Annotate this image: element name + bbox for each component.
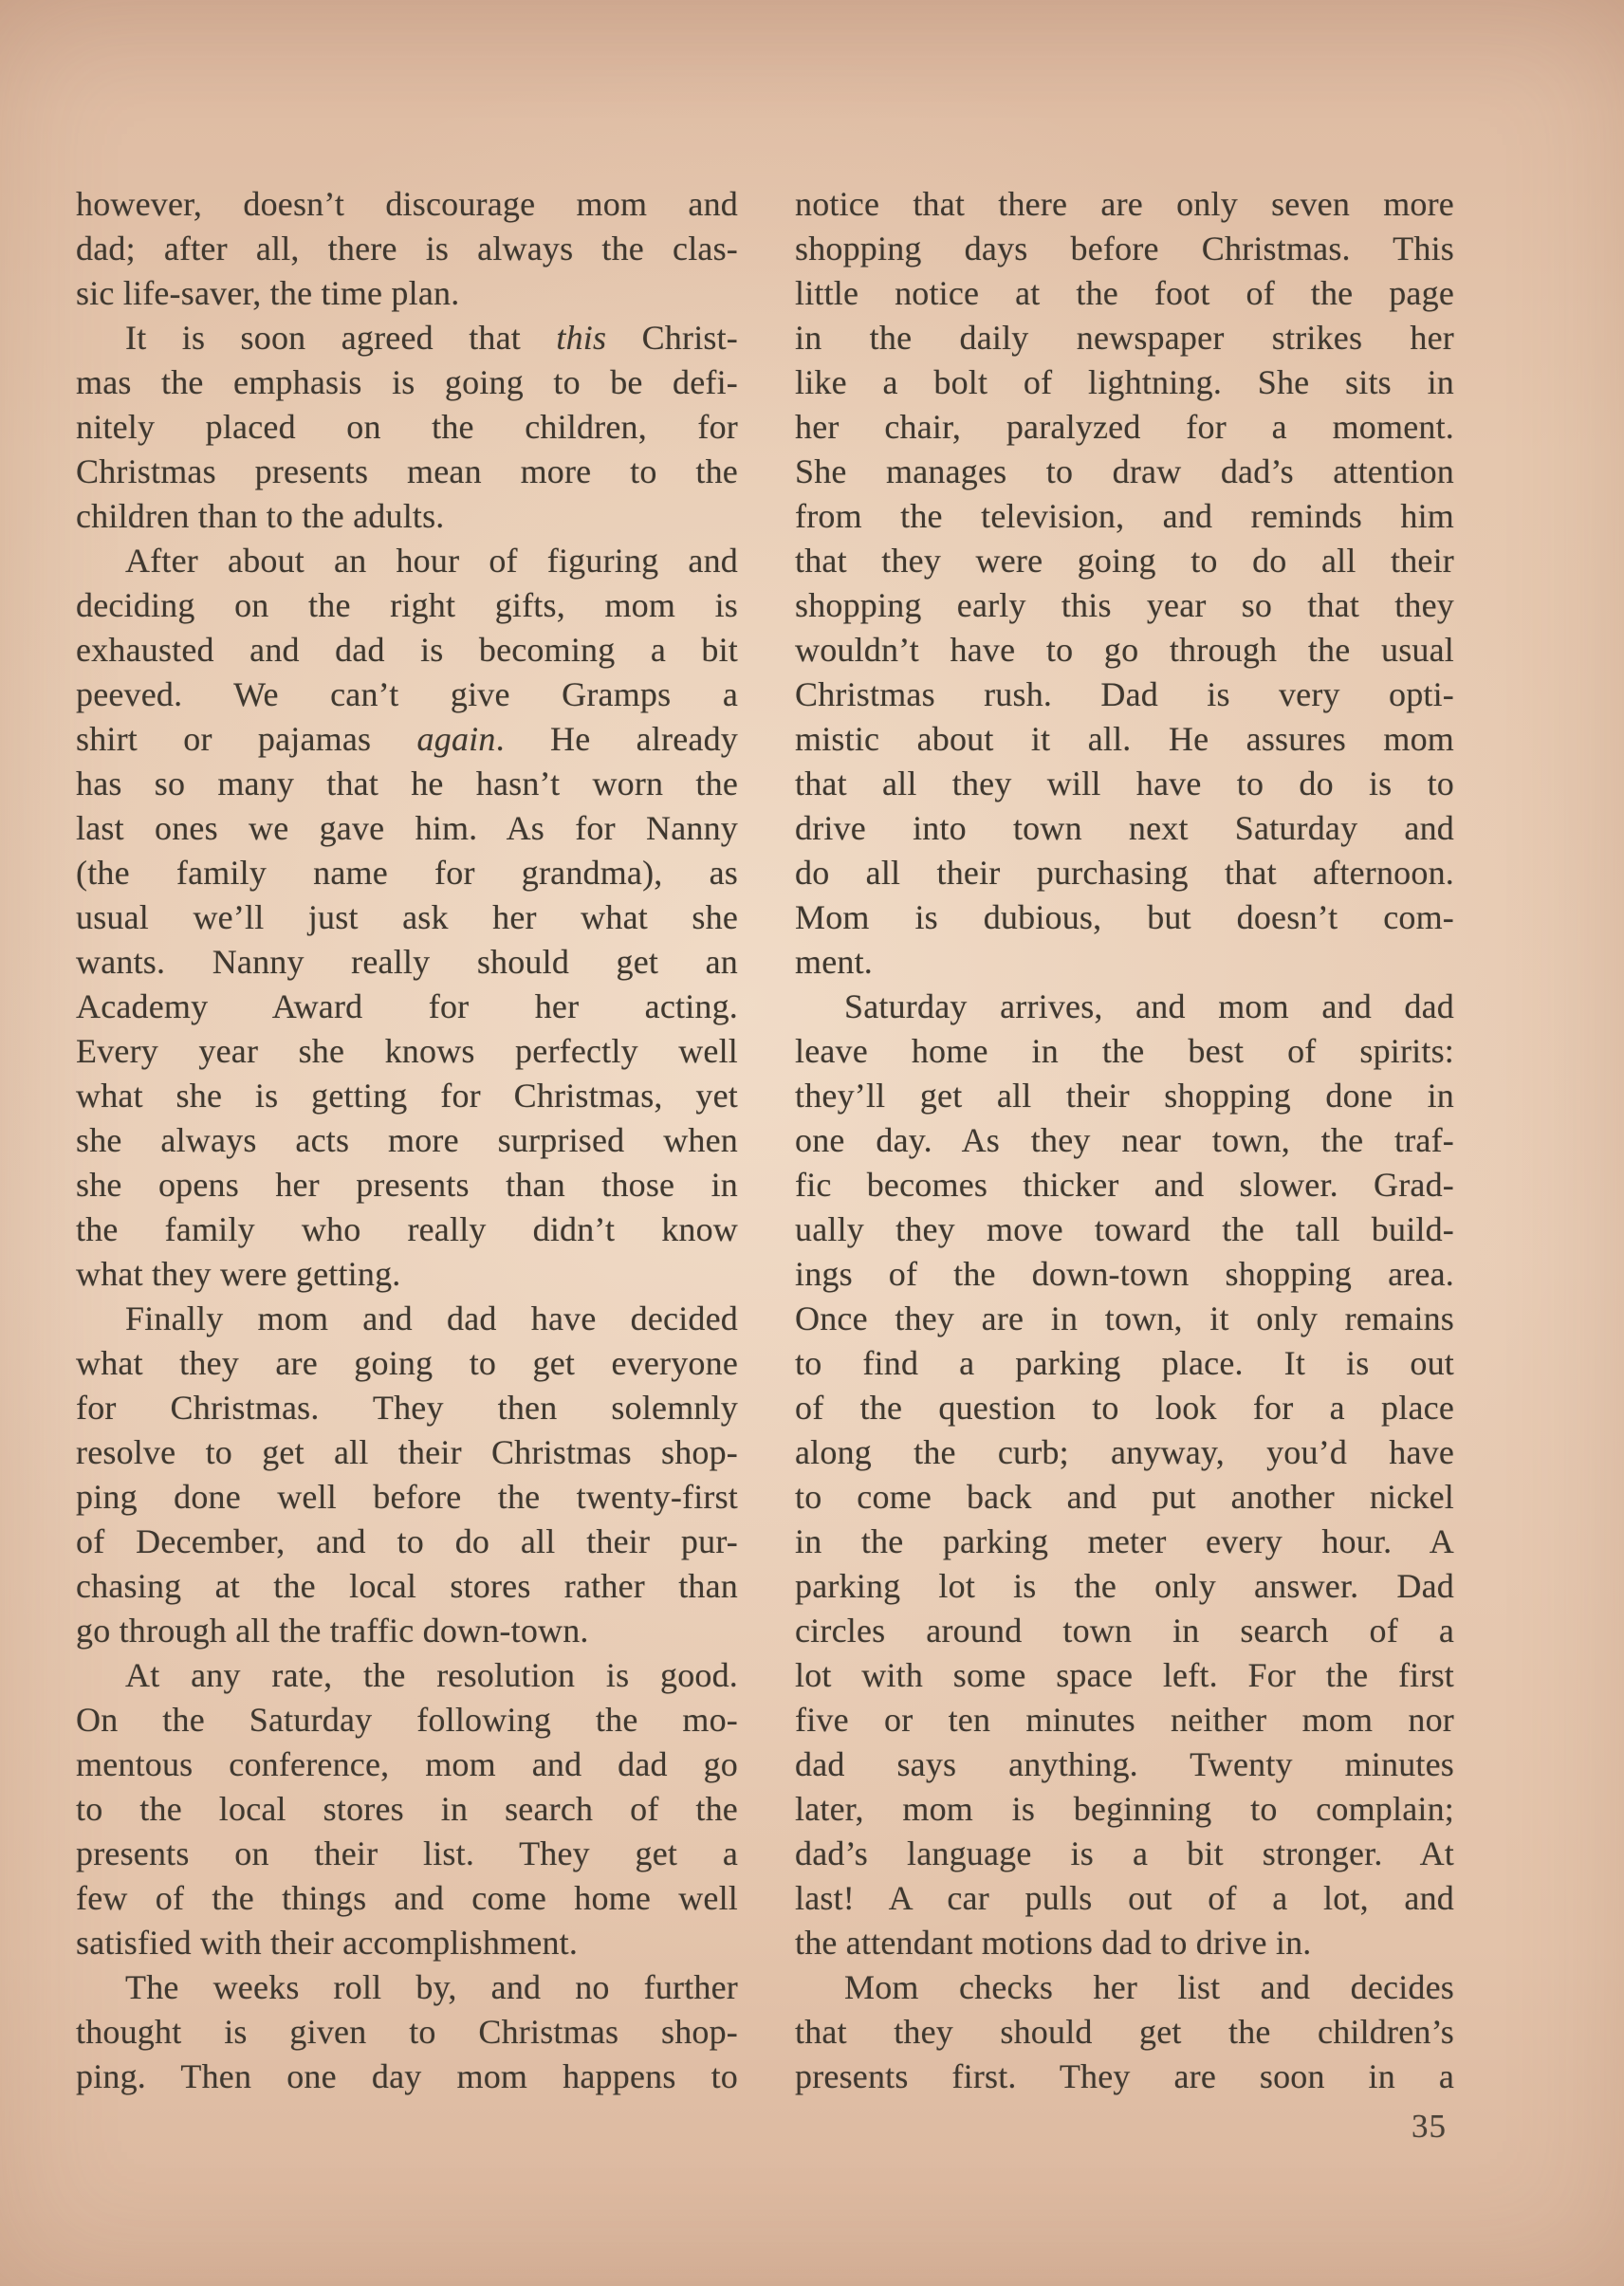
text-line: Mom checks her list and decides xyxy=(844,1968,1454,2006)
text-line: It is soon agreed that this Christ- xyxy=(125,319,738,357)
text-line: her chair, paralyzed for a moment. xyxy=(795,408,1454,446)
text-line: Academy Award for her acting. xyxy=(76,987,738,1025)
text-line: of the question to look for a place xyxy=(795,1389,1454,1427)
text-line: lot with some space left. For the first xyxy=(795,1656,1454,1694)
text-line: sic life-saver, the time plan. xyxy=(76,274,460,312)
text-line: to the local stores in search of the xyxy=(76,1790,738,1828)
text-line: she always acts more surprised when xyxy=(76,1121,738,1159)
italic-word: this xyxy=(556,319,607,357)
text-line: parking lot is the only answer. Dad xyxy=(795,1567,1454,1605)
text-line: The weeks roll by, and no further xyxy=(125,1968,738,2006)
text-line: satisfied with their accomplishment. xyxy=(76,1924,579,1962)
text-line: dad says anything. Twenty minutes xyxy=(795,1745,1454,1783)
text-line: like a bolt of lightning. She sits in xyxy=(795,363,1454,401)
text-line: the family who really didn’t know xyxy=(76,1210,738,1248)
text-line: shopping days before Christmas. This xyxy=(795,230,1454,267)
text-line: Once they are in town, it only remains xyxy=(795,1300,1454,1337)
text-line: later, mom is beginning to complain; xyxy=(795,1790,1454,1828)
text-line: Christmas presents mean more to the xyxy=(76,452,738,490)
text-line: drive into town next Saturday and xyxy=(795,809,1454,847)
text-line: ping done well before the twenty-first xyxy=(76,1478,738,1516)
page-number: 35 xyxy=(1412,2108,1447,2145)
text-line: wants. Nanny really should get an xyxy=(76,943,738,981)
text-line: that they should get the children’s xyxy=(795,2013,1454,2051)
text-line: they’ll get all their shopping done in xyxy=(795,1077,1454,1115)
text-line: five or ten minutes neither mom nor xyxy=(795,1701,1454,1739)
text-line: Saturday arrives, and mom and dad xyxy=(844,987,1454,1025)
text-line: Every year she knows perfectly well xyxy=(76,1032,738,1070)
text-line: usual we’ll just ask her what she xyxy=(76,898,738,936)
text-line: the attendant motions dad to drive in. xyxy=(795,1924,1312,1962)
text-line: ings of the down-town shopping area. xyxy=(795,1255,1454,1293)
text-line: fic becomes thicker and slower. Grad- xyxy=(795,1166,1454,1204)
text-line: to come back and put another nickel xyxy=(795,1478,1454,1516)
text-line: that they were going to do all their xyxy=(795,542,1454,580)
text-line: what she is getting for Christmas, yet xyxy=(76,1077,738,1115)
text-line: leave home in the best of spirits: xyxy=(795,1032,1454,1070)
text-line: nitely placed on the children, for xyxy=(76,408,738,446)
text-line: mistic about it all. He assures mom xyxy=(795,720,1454,758)
text-line: ually they move toward the tall build- xyxy=(795,1210,1454,1248)
text-line: thought is given to Christmas shop- xyxy=(76,2013,738,2051)
text-line: she opens her presents than those in xyxy=(76,1166,738,1204)
text-line: do all their purchasing that afternoon. xyxy=(795,854,1454,892)
text-line: resolve to get all their Christmas shop- xyxy=(76,1433,738,1471)
text-line: to find a parking place. It is out xyxy=(795,1344,1454,1382)
text-column-left xyxy=(76,182,738,2099)
text-line: dad’s language is a bit stronger. At xyxy=(795,1834,1454,1872)
text-line: few of the things and come home well xyxy=(76,1879,738,1917)
text-line: from the television, and reminds him xyxy=(795,497,1454,535)
text-line: has so many that he hasn’t worn the xyxy=(76,765,738,802)
text-line: along the curb; anyway, you’d have xyxy=(795,1433,1454,1471)
text-line: wouldn’t have to go through the usual xyxy=(795,631,1454,669)
text-line: At any rate, the resolution is good. xyxy=(125,1656,738,1694)
text-line: last ones we gave him. As for Nanny xyxy=(76,809,738,847)
text-line: one day. As they near town, the traf- xyxy=(795,1121,1454,1159)
text-line: that all they will have to do is to xyxy=(795,765,1454,802)
text-line: of December, and to do all their pur- xyxy=(76,1522,738,1560)
text-line: exhausted and dad is becoming a bit xyxy=(76,631,738,669)
text-line: ping. Then one day mom happens to xyxy=(76,2057,738,2095)
text-line: what they are going to get everyone xyxy=(76,1344,738,1382)
text-line: dad; after all, there is always the clas- xyxy=(76,230,738,267)
text-line: little notice at the foot of the page xyxy=(795,274,1454,312)
text-line: mentous conference, mom and dad go xyxy=(76,1745,738,1783)
text-line: for Christmas. They then solemnly xyxy=(76,1389,738,1427)
text-line: Mom is dubious, but doesn’t com- xyxy=(795,898,1454,936)
text-line: After about an hour of figuring and xyxy=(125,542,738,580)
text-line: in the parking meter every hour. A xyxy=(795,1522,1454,1560)
italic-word: again xyxy=(416,720,496,758)
text-line: shopping early this year so that they xyxy=(795,586,1454,624)
text-line: deciding on the right gifts, mom is xyxy=(76,586,738,624)
text-line: however, doesn’t discourage mom and xyxy=(76,185,738,223)
text-column-right xyxy=(795,182,1454,2099)
text-line: notice that there are only seven more xyxy=(795,185,1454,223)
text-line: peeved. We can’t give Gramps a xyxy=(76,675,738,713)
text-line: Finally mom and dad have decided xyxy=(125,1300,738,1337)
text-line: presents on their list. They get a xyxy=(76,1834,738,1872)
text-line: chasing at the local stores rather than xyxy=(76,1567,738,1605)
text-line: mas the emphasis is going to be defi- xyxy=(76,363,738,401)
text-line: in the daily newspaper strikes her xyxy=(795,319,1454,357)
text-line: (the family name for grandma), as xyxy=(76,854,738,892)
text-line: go through all the traffic down-town. xyxy=(76,1612,589,1650)
text-line: last! A car pulls out of a lot, and xyxy=(795,1879,1454,1917)
text-line: Christmas rush. Dad is very opti- xyxy=(795,675,1454,713)
text-line: circles around town in search of a xyxy=(795,1612,1454,1650)
text-line: shirt or pajamas again. He already xyxy=(76,720,738,758)
text-line: what they were getting. xyxy=(76,1255,401,1293)
text-line: presents first. They are soon in a xyxy=(795,2057,1454,2095)
text-line: She manages to draw dad’s attention xyxy=(795,452,1454,490)
text-line: ment. xyxy=(795,943,873,981)
text-line: children than to the adults. xyxy=(76,497,445,535)
text-line: On the Saturday following the mo- xyxy=(76,1701,738,1739)
